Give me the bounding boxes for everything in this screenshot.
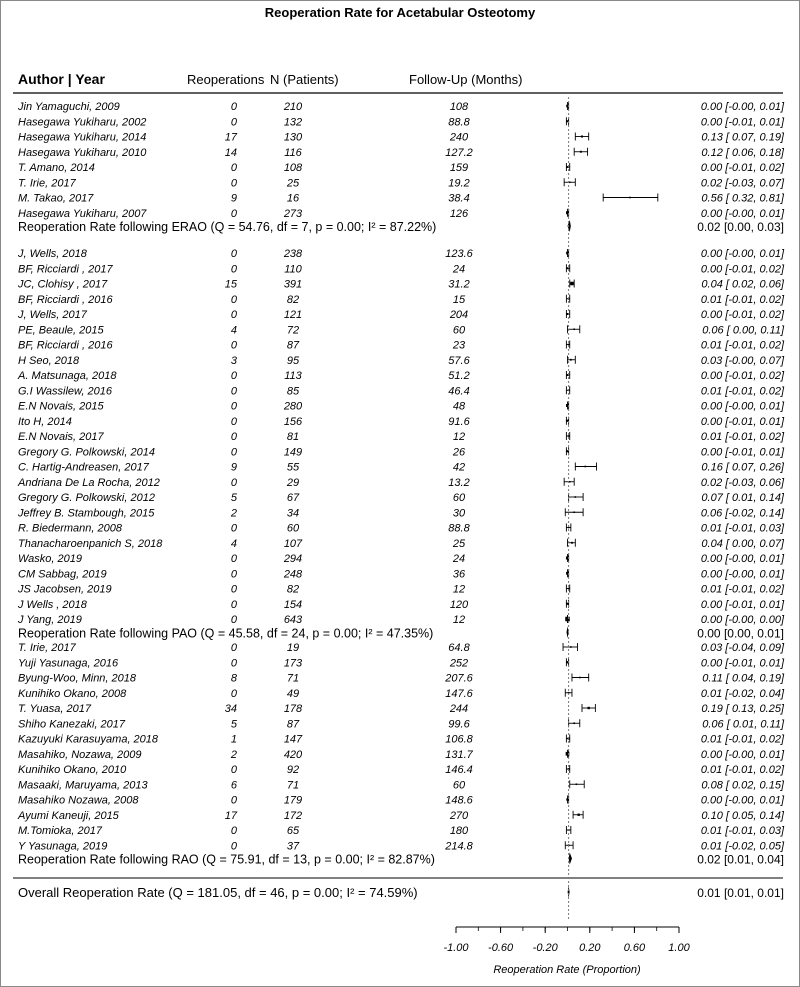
ci-label: 0.06 [ 0.01, 0.11] [702, 718, 784, 731]
x-tick-label: -1.00 [443, 942, 469, 954]
group-summary-diamond [568, 220, 571, 232]
ci-label: 0.03 [-0.04, 0.09] [700, 642, 784, 654]
group-summary-diamond [567, 626, 569, 638]
reoperations-value: 6 [230, 779, 237, 792]
follow-up-value: 88.8 [448, 116, 470, 129]
reoperations-value: 0 [230, 446, 237, 459]
follow-up-value: 270 [449, 809, 469, 822]
follow-up-value: 15 [452, 293, 466, 306]
follow-up-value: 31.2 [448, 278, 470, 291]
reoperations-value: 0 [230, 207, 237, 220]
n-value: 60 [286, 522, 300, 535]
follow-up-value: 123.6 [445, 248, 473, 260]
study-label: M.Tomioka, 2017 [18, 825, 102, 837]
ci-label: 0.00 [-0.01, 0.02] [700, 370, 784, 382]
reoperations-value: 0 [230, 583, 237, 596]
point-estimate [580, 151, 582, 153]
n-value: 87 [286, 718, 300, 731]
follow-up-value: 13.2 [448, 476, 470, 489]
n-value: 132 [283, 116, 303, 129]
n-value: 149 [283, 446, 303, 459]
ci-label: 0.00 [-0.00, 0.01] [700, 553, 784, 565]
ci-label: 0.19 [ 0.13, 0.25] [701, 703, 784, 715]
n-value: 238 [283, 248, 303, 260]
study-label: Byung-Woo, Minn, 2018 [18, 672, 137, 685]
follow-up-value: 108 [449, 101, 469, 113]
group-summary-label: Reoperation Rate following ERAO (Q = 54.76, df = 7, p = 0.00; I² = 87.22%) [18, 220, 437, 234]
ci-label: 0.02 [-0.03, 0.07] [700, 177, 784, 190]
n-value: 113 [284, 370, 302, 382]
n-value: 294 [283, 553, 303, 565]
reoperations-value: 0 [230, 764, 237, 776]
study-label: Masahiko, Nozawa, 2009 [18, 748, 142, 761]
ci-label: 0.56 [ 0.32, 0.81] [701, 192, 784, 205]
point-estimate [575, 496, 577, 498]
reoperations-value: 9 [230, 192, 237, 205]
study-label: Wasko, 2019 [18, 553, 83, 565]
study-label: BF, Ricciardi , 2016 [18, 339, 113, 352]
header-study: Author | Year [18, 71, 105, 87]
follow-up-value: 180 [449, 825, 469, 837]
reoperations-value: 17 [224, 809, 237, 822]
n-value: 210 [283, 101, 303, 113]
reoperations-value: 0 [230, 385, 237, 398]
ci-label: 0.02 [-0.03, 0.06] [700, 476, 784, 489]
point-estimate [581, 135, 583, 137]
overall-summary-label: Overall Reoperation Rate (Q = 181.05, df = 46, p = 0.00; I² = 74.59%) [18, 885, 418, 900]
reoperations-value: 0 [230, 568, 237, 581]
follow-up-value: 36 [452, 568, 466, 581]
follow-up-value: 252 [449, 657, 469, 670]
header-follow-up: Follow-Up (Months) [409, 72, 523, 87]
n-value: 121 [283, 309, 303, 321]
study-label: Thanacharoenpanich S, 2018 [18, 537, 163, 550]
reoperations-value: 0 [230, 642, 237, 654]
study-label: E.N Novais, 2017 [18, 431, 104, 443]
n-value: 65 [286, 825, 300, 837]
point-estimate [587, 707, 589, 709]
study-label: BF, Ricciardi , 2017 [18, 263, 113, 276]
ci-label: 0.00 [-0.01, 0.02] [700, 263, 784, 276]
ci-label: 0.00 [-0.01, 0.01] [700, 446, 784, 459]
n-value: 81 [286, 431, 300, 443]
study-label: J Yang, 2019 [18, 614, 82, 626]
follow-up-value: 60 [452, 492, 466, 504]
follow-up-value: 25 [452, 537, 466, 550]
n-value: 34 [286, 507, 300, 520]
ci-label: 0.00 [-0.01, 0.01] [700, 657, 784, 670]
reoperations-value: 5 [230, 718, 237, 731]
reoperations-value: 0 [230, 476, 237, 489]
group-summary-ci-label: 0.02 [0.01, 0.04] [697, 852, 784, 867]
ci-label: 0.00 [-0.00, 0.01] [700, 400, 784, 413]
ci-label: 0.00 [-0.01, 0.01] [700, 415, 784, 428]
follow-up-value: 240 [449, 131, 469, 144]
ci-label: 0.00 [-0.00, 0.00] [700, 614, 784, 626]
point-estimate [570, 646, 572, 648]
reoperations-value: 15 [224, 278, 237, 291]
follow-up-value: 131.7 [445, 748, 473, 761]
follow-up-value: 99.6 [448, 718, 470, 731]
study-label: Ito H, 2014 [18, 415, 72, 428]
reoperations-value: 0 [230, 309, 237, 321]
n-value: 173 [283, 657, 303, 670]
n-value: 25 [286, 177, 300, 190]
study-label: Kunihiko Okano, 2008 [18, 687, 127, 700]
n-value: 110 [284, 263, 302, 276]
point-estimate [570, 282, 574, 286]
ci-label: 0.00 [-0.01, 0.01] [700, 598, 784, 611]
ci-label: 0.13 [ 0.07, 0.19] [701, 131, 784, 144]
follow-up-value: 30 [452, 507, 466, 520]
group-summary-label: Reoperation Rate following RAO (Q = 75.91, df = 13, p = 0.00; I² = 82.87%) [18, 852, 435, 867]
reoperations-value: 0 [230, 248, 237, 260]
n-value: 92 [286, 764, 300, 776]
forest-plot-svg [1, 1, 799, 986]
follow-up-value: 12 [452, 431, 466, 443]
study-label: J Wells , 2018 [18, 598, 87, 611]
study-label: PE, Beaule, 2015 [18, 324, 104, 337]
reoperations-value: 0 [230, 101, 237, 113]
study-label: Masahiko Nozawa, 2008 [18, 794, 139, 807]
ci-label: 0.01 [-0.01, 0.03] [700, 522, 784, 535]
reoperations-value: 0 [230, 177, 237, 190]
ci-label: 0.01 [-0.01, 0.02] [700, 431, 784, 443]
follow-up-value: 106.8 [445, 733, 473, 746]
reoperations-value: 2 [230, 748, 237, 761]
x-tick-label: 0.20 [579, 942, 601, 954]
x-tick-label: -0.60 [488, 942, 514, 954]
study-label: Kunihiko Okano, 2010 [18, 764, 127, 776]
reoperations-value: 4 [230, 324, 237, 337]
n-value: 420 [283, 748, 303, 761]
follow-up-value: 19.2 [448, 177, 470, 190]
reoperations-value: 0 [230, 431, 237, 443]
study-label: Shiho Kanezaki, 2017 [18, 718, 126, 731]
reoperations-value: 0 [230, 687, 237, 700]
follow-up-value: 38.4 [448, 192, 470, 205]
reoperations-value: 0 [230, 400, 237, 413]
n-value: 107 [283, 537, 303, 550]
follow-up-value: 91.6 [448, 415, 470, 428]
reoperations-value: 0 [230, 162, 237, 174]
follow-up-value: 120 [449, 598, 469, 611]
study-label: Y Yasunaga, 2019 [18, 840, 108, 853]
study-label: CM Sabbag, 2019 [18, 568, 107, 581]
study-label: Jeffrey B. Stambough, 2015 [18, 507, 155, 520]
reoperations-value: 17 [224, 131, 237, 144]
n-value: 156 [283, 415, 303, 428]
reoperations-value: 4 [230, 537, 237, 550]
study-label: Gregory G. Polkowski, 2012 [18, 492, 155, 504]
point-estimate [576, 783, 578, 785]
study-label: JC, Clohisy , 2017 [18, 278, 108, 291]
group-summary-diamond [569, 853, 572, 865]
study-label: Ayumi Kaneuji, 2015 [18, 809, 119, 822]
reoperations-value: 0 [230, 263, 237, 276]
reoperations-value: 0 [230, 293, 237, 306]
follow-up-value: 204 [449, 309, 469, 321]
n-value: 29 [286, 476, 300, 489]
point-estimate [577, 814, 579, 816]
study-label: Jin Yamaguchi, 2009 [18, 101, 120, 113]
n-value: 172 [283, 809, 303, 822]
n-value: 82 [286, 293, 300, 306]
follow-up-value: 12 [452, 583, 466, 596]
x-tick-label: -0.20 [532, 942, 558, 954]
follow-up-value: 214.8 [445, 840, 473, 853]
ci-label: 0.01 [-0.01, 0.02] [700, 583, 784, 596]
n-value: 147 [283, 733, 303, 746]
reoperations-value: 0 [230, 657, 237, 670]
x-tick-label: 0.60 [623, 942, 646, 954]
study-label: A. Matsunaga, 2018 [18, 370, 117, 382]
x-tick-label: 1.00 [668, 942, 690, 954]
point-estimate [570, 359, 572, 361]
reoperations-value: 0 [230, 825, 237, 837]
reoperations-value: 9 [230, 461, 237, 474]
n-value: 179 [283, 794, 303, 807]
reoperations-value: 0 [230, 339, 237, 352]
point-estimate [629, 197, 631, 199]
study-label: T. Yuasa, 2017 [18, 703, 91, 715]
follow-up-value: 57.6 [448, 354, 470, 367]
point-estimate [571, 542, 573, 544]
ci-label: 0.01 [-0.01, 0.02] [700, 293, 784, 306]
n-value: 72 [286, 324, 300, 337]
n-value: 178 [283, 703, 303, 715]
follow-up-value: 42 [452, 461, 466, 474]
study-label: T. Irie, 2017 [18, 177, 76, 190]
ci-label: 0.01 [-0.01, 0.02] [700, 764, 784, 776]
follow-up-value: 60 [452, 779, 466, 792]
n-value: 67 [286, 492, 300, 504]
follow-up-value: 26 [452, 446, 466, 459]
ci-label: 0.03 [-0.00, 0.07] [700, 354, 784, 367]
ci-label: 0.00 [-0.00, 0.01] [700, 248, 784, 260]
study-label: Gregory G. Polkowski, 2014 [18, 446, 155, 459]
follow-up-value: 24 [452, 263, 466, 276]
group-summary-label: Reoperation Rate following PAO (Q = 45.58, df = 24, p = 0.00; I² = 47.35%) [18, 626, 434, 641]
follow-up-value: 207.6 [445, 672, 473, 685]
ci-label: 0.00 [-0.00, 0.01] [700, 568, 784, 581]
ci-label: 0.12 [ 0.06, 0.18] [701, 146, 784, 159]
ci-label: 0.06 [ 0.00, 0.11] [702, 324, 784, 337]
ci-label: 0.06 [-0.02, 0.14] [700, 507, 784, 520]
follow-up-value: 127.2 [445, 146, 473, 159]
ci-label: 0.00 [-0.01, 0.02] [700, 162, 784, 174]
follow-up-value: 60 [452, 324, 466, 337]
reoperations-value: 0 [230, 840, 237, 853]
follow-up-value: 46.4 [448, 385, 470, 398]
study-label: Yuji Yasunaga, 2016 [18, 657, 119, 670]
reoperations-value: 0 [230, 598, 237, 611]
chart-title: Reoperation Rate for Acetabular Osteotomy [264, 5, 536, 20]
study-label: Kazuyuki Karasuyama, 2018 [18, 733, 159, 746]
n-value: 248 [283, 568, 303, 581]
follow-up-value: 147.6 [445, 687, 473, 700]
header-reoperations: Reoperations [187, 72, 265, 87]
study-label: T. Amano, 2014 [18, 162, 95, 174]
n-value: 643 [283, 614, 303, 626]
follow-up-value: 24 [452, 553, 466, 565]
x-axis-label: Reoperation Rate (Proportion) [493, 964, 641, 976]
point-estimate [569, 481, 571, 483]
n-value: 95 [286, 354, 300, 367]
ci-label: 0.00 [-0.01, 0.01] [700, 116, 784, 129]
ci-label: 0.00 [-0.00, 0.01] [700, 207, 784, 220]
n-value: 37 [286, 840, 300, 853]
reoperations-value: 34 [224, 703, 237, 715]
study-label: J, Wells, 2017 [18, 309, 87, 321]
study-label: Andriana De La Rocha, 2012 [18, 476, 160, 489]
follow-up-value: 146.4 [445, 764, 473, 776]
point-estimate [569, 181, 571, 183]
follow-up-value: 148.6 [445, 794, 473, 807]
n-value: 55 [286, 461, 300, 474]
point-estimate [579, 677, 581, 679]
ci-label: 0.00 [-0.01, 0.02] [700, 309, 784, 321]
n-value: 19 [286, 642, 300, 654]
n-value: 71 [286, 779, 300, 792]
point-estimate [573, 722, 575, 724]
ci-label: 0.00 [-0.00, 0.01] [700, 748, 784, 761]
n-value: 108 [283, 162, 303, 174]
reoperations-value: 0 [230, 522, 237, 535]
reoperations-value: 0 [230, 116, 237, 129]
reoperations-value: 5 [230, 492, 237, 504]
ci-label: 0.01 [-0.01, 0.03] [700, 825, 784, 837]
ci-label: 0.08 [ 0.02, 0.15] [701, 779, 784, 792]
study-label: H Seo, 2018 [18, 354, 80, 367]
study-label: M. Takao, 2017 [18, 192, 94, 205]
reoperations-value: 0 [230, 794, 237, 807]
overall-summary-ci-label: 0.01 [0.01, 0.01] [697, 886, 784, 900]
study-label: C. Hartig-Andreasen, 2017 [18, 461, 149, 474]
ci-label: 0.16 [ 0.07, 0.26] [701, 461, 784, 474]
reoperations-value: 14 [224, 146, 237, 159]
follow-up-value: 159 [449, 162, 469, 174]
ci-label: 0.01 [-0.02, 0.04] [700, 687, 784, 700]
follow-up-value: 12 [452, 614, 466, 626]
follow-up-value: 51.2 [448, 370, 470, 382]
ci-label: 0.01 [-0.01, 0.02] [700, 733, 784, 746]
n-value: 280 [283, 400, 303, 413]
reoperations-value: 8 [230, 672, 237, 685]
n-value: 16 [286, 192, 300, 205]
reoperations-value: 3 [230, 354, 237, 367]
point-estimate [573, 511, 575, 513]
n-value: 130 [283, 131, 303, 144]
ci-label: 0.11 [ 0.04, 0.19] [702, 672, 784, 685]
ci-label: 0.07 [ 0.01, 0.14] [701, 492, 784, 504]
point-estimate [585, 466, 587, 468]
study-label: BF, Ricciardi , 2016 [18, 293, 113, 306]
study-label: J, Wells, 2018 [18, 248, 87, 260]
study-label: G.I Wassilew, 2016 [18, 385, 112, 398]
study-label: T. Irie, 2017 [18, 642, 76, 654]
ci-label: 0.00 [-0.00, 0.01] [700, 794, 784, 807]
ci-label: 0.01 [-0.01, 0.02] [700, 385, 784, 398]
study-label: Hasegawa Yukiharu, 2010 [18, 146, 147, 159]
study-label: Hasegawa Yukiharu, 2007 [18, 207, 147, 220]
study-label: R. Biedermann, 2008 [18, 522, 122, 535]
n-value: 82 [286, 583, 300, 596]
reoperations-value: 1 [230, 733, 237, 746]
follow-up-value: 244 [449, 703, 469, 715]
reoperations-value: 0 [230, 614, 237, 626]
n-value: 273 [283, 207, 303, 220]
reoperations-value: 0 [230, 553, 237, 565]
ci-label: 0.01 [-0.02, 0.05] [700, 840, 784, 853]
n-value: 85 [286, 385, 300, 398]
point-estimate [573, 328, 575, 330]
ci-label: 0.10 [ 0.05, 0.14] [701, 809, 784, 822]
overall-summary-diamond [568, 886, 570, 898]
follow-up-value: 23 [452, 339, 466, 352]
follow-up-value: 48 [452, 400, 466, 413]
group-summary-ci-label: 0.00 [0.00, 0.01] [697, 626, 784, 641]
n-value: 391 [283, 278, 303, 291]
follow-up-value: 64.8 [448, 642, 470, 654]
point-estimate [567, 267, 569, 269]
ci-label: 0.00 [-0.00, 0.01] [700, 101, 784, 113]
study-label: JS Jacobsen, 2019 [18, 583, 112, 596]
point-estimate [568, 435, 570, 437]
group-summary-ci-label: 0.02 [0.00, 0.03] [697, 220, 784, 234]
follow-up-value: 126 [449, 207, 469, 220]
ci-label: 0.01 [-0.01, 0.02] [700, 339, 784, 352]
ci-label: 0.04 [ 0.00, 0.07] [701, 537, 784, 550]
reoperations-value: 2 [230, 507, 237, 520]
ci-label: 0.04 [ 0.02, 0.06] [701, 278, 784, 291]
n-value: 71 [286, 672, 300, 685]
n-value: 49 [286, 687, 300, 700]
study-label: Masaaki, Maruyama, 2013 [18, 779, 148, 792]
header-n-patients: N (Patients) [270, 72, 339, 87]
n-value: 116 [284, 146, 302, 159]
study-label: Hasegawa Yukiharu, 2014 [18, 131, 147, 144]
reoperations-value: 0 [230, 415, 237, 428]
follow-up-value: 88.8 [448, 522, 470, 535]
reoperations-value: 0 [230, 370, 237, 382]
study-label: Hasegawa Yukiharu, 2002 [18, 116, 147, 129]
study-label: E.N Novais, 2015 [18, 400, 104, 413]
n-value: 154 [283, 598, 303, 611]
n-value: 87 [286, 339, 300, 352]
